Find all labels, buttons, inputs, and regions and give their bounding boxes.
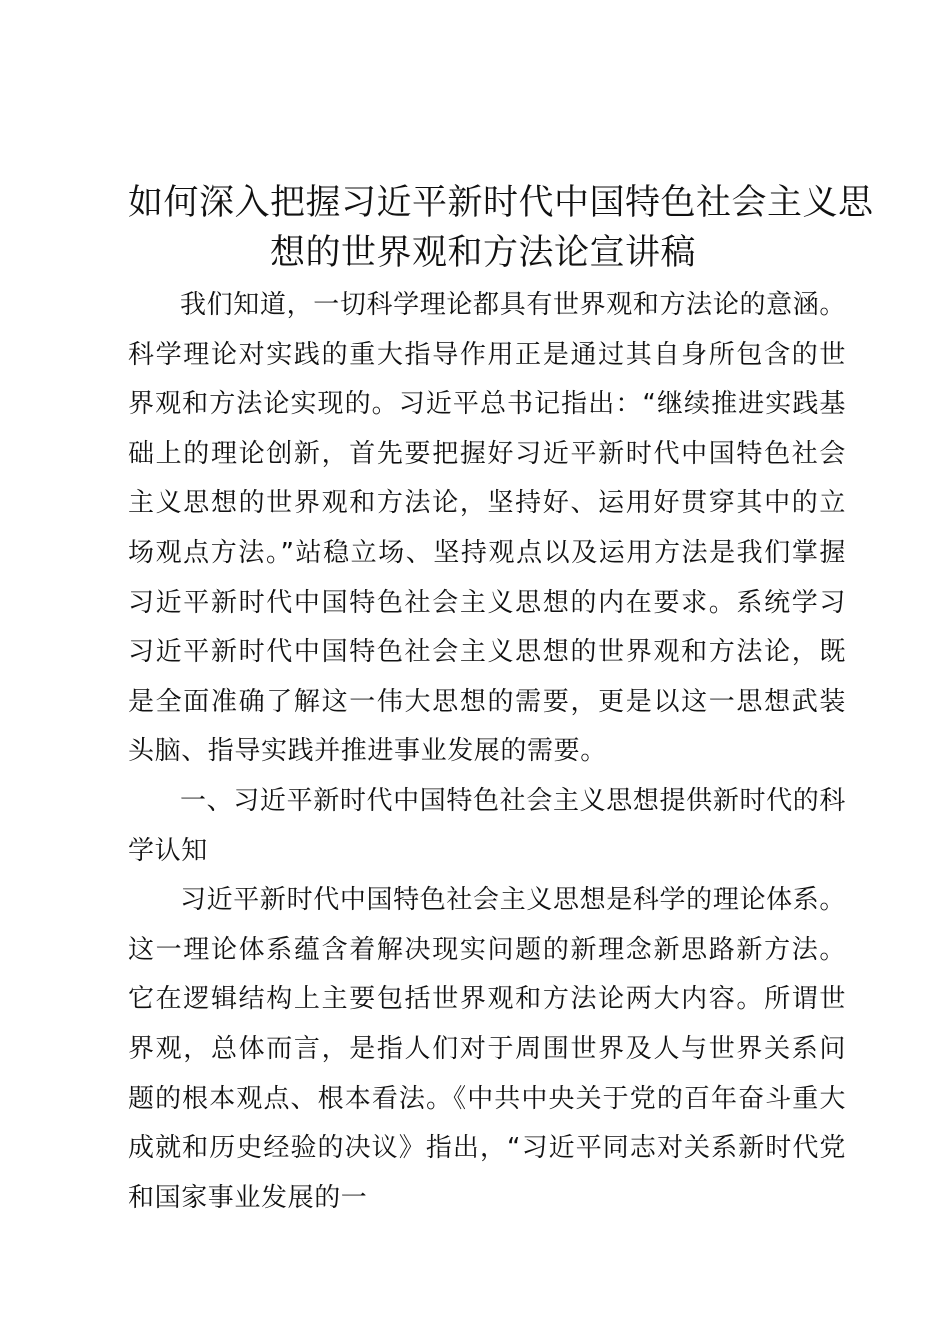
document-body [128,281,846,1223]
paragraph-intro: 我们知道，一切科学理论都具有世界观和方法论的意涵。科学理论对实践的重大指导作用正是通过其自身所包含的世界观和方法论实现的。习近平总书记指出：“继续推进实践基础上的理论创新，首先要把握好习近平新时代中国特色社会主义思想的世界观和方法论，坚持好、运用好贯穿其中的立场观点方法。”站稳立场、坚持观点以及运用方法是我们掌握习近平新时代中国特色社会主义思想的内在要求。系统学习习近平新时代中国特色社会主义思想的世界观和方法论，既是全面准确了解这一伟大思想的需要，更是以这一思想武装头脑、指导实践并推进事业发展的需要。 [128,290,846,767]
document-title [110,178,880,278]
title-line-1: 如何深入把握习近平新时代中国特色社会主义思 [128,183,874,223]
section-heading-1: 一、习近平新时代中国特色社会主义思想提供新时代的科学认知 [128,785,846,866]
title-line-2: 想的世界观和方法论宣讲稿 [270,233,697,273]
paragraph-section-1: 习近平新时代中国特色社会主义思想是科学的理论体系。这一理论体系蕴含着解决现实问题的新理念新思路新方法。它在逻辑结构上主要包括世界观和方法论两大内容。所谓世界观，总体而言，是指人们对于周围世界及人与世界关系问题的根本观点、根本看法。《中共中央关于党的百年奋斗重大成就和历史经验的决议》指出，“习近平同志对关系新时代党和国家事业发展的一 [128,885,846,1213]
